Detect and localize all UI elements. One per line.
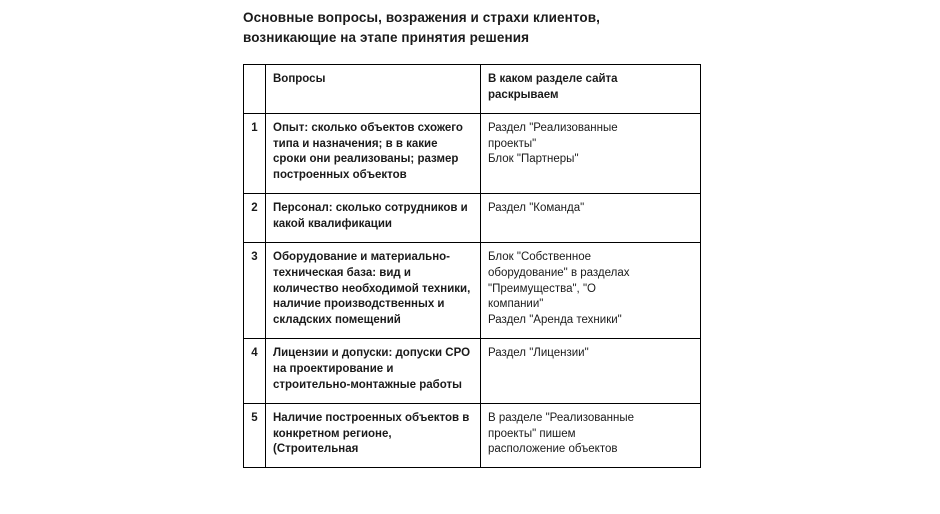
- column-header-answer-line-1: В каком разделе сайта: [488, 73, 618, 85]
- questions-table: [243, 64, 701, 468]
- row-answer-line: проекты": [488, 137, 537, 150]
- row-answer-line: Блок "Партнеры": [488, 153, 579, 166]
- row-answer-line: "Преимущества", "О: [488, 282, 596, 295]
- row-answer: [481, 339, 701, 404]
- row-answer: [481, 242, 701, 338]
- table-row: [244, 194, 701, 243]
- table-row: [244, 242, 701, 338]
- row-answer: [481, 403, 701, 468]
- row-number: 1: [244, 113, 266, 193]
- row-answer-line: Раздел "Лицензии": [488, 347, 589, 360]
- table-body: [244, 113, 701, 468]
- row-answer-line: компании": [488, 298, 544, 311]
- row-answer-line: Раздел "Реализованные: [488, 121, 618, 134]
- table-row: [244, 339, 701, 404]
- column-header-answer-line-2: раскрываем: [488, 88, 559, 101]
- row-answer-line: Блок "Собственное: [488, 250, 592, 263]
- row-number: 5: [244, 403, 266, 468]
- row-answer-line: проекты" пишем: [488, 427, 576, 440]
- column-header-answer: [481, 65, 701, 114]
- row-question: Персонал: сколько сотрудников и какой квалификации: [266, 194, 481, 243]
- row-answer: [481, 194, 701, 243]
- row-question: Опыт: сколько объектов схожего типа и назначения; в в какие сроки они реализованы; размер построенных объектов: [266, 113, 481, 193]
- row-number: 2: [244, 194, 266, 243]
- table-header-row: [244, 65, 701, 114]
- row-answer-line: расположение объектов: [488, 443, 618, 456]
- row-answer-line: Раздел "Команда": [488, 202, 585, 215]
- row-number: 3: [244, 242, 266, 338]
- table-row: [244, 403, 701, 468]
- page-title: [243, 8, 803, 47]
- table-row: [244, 113, 701, 193]
- row-number: 4: [244, 339, 266, 404]
- table-header: [244, 65, 701, 114]
- column-header-number: [244, 65, 266, 114]
- row-answer-line: Раздел "Аренда техники": [488, 314, 622, 327]
- row-answer: [481, 113, 701, 193]
- row-question: Лицензии и допуски: допуски СРО на проектирование и строительно-монтажные работы: [266, 339, 481, 404]
- column-header-question: Вопросы: [266, 65, 481, 114]
- row-question: Оборудование и материально-техническая база: вид и количество необходимой техники, наличие производственных и складских помещений: [266, 242, 481, 338]
- page-title-line-1: Основные вопросы, возражения и страхи клиентов,: [243, 10, 601, 25]
- page-title-line-2: возникающие на этапе принятия решения: [243, 29, 530, 45]
- row-question: Наличие построенных объектов в конкретном регионе, (Строительная: [266, 403, 481, 468]
- row-answer-line: В разделе "Реализованные: [488, 411, 635, 424]
- row-answer-line: оборудование" в разделах: [488, 266, 630, 279]
